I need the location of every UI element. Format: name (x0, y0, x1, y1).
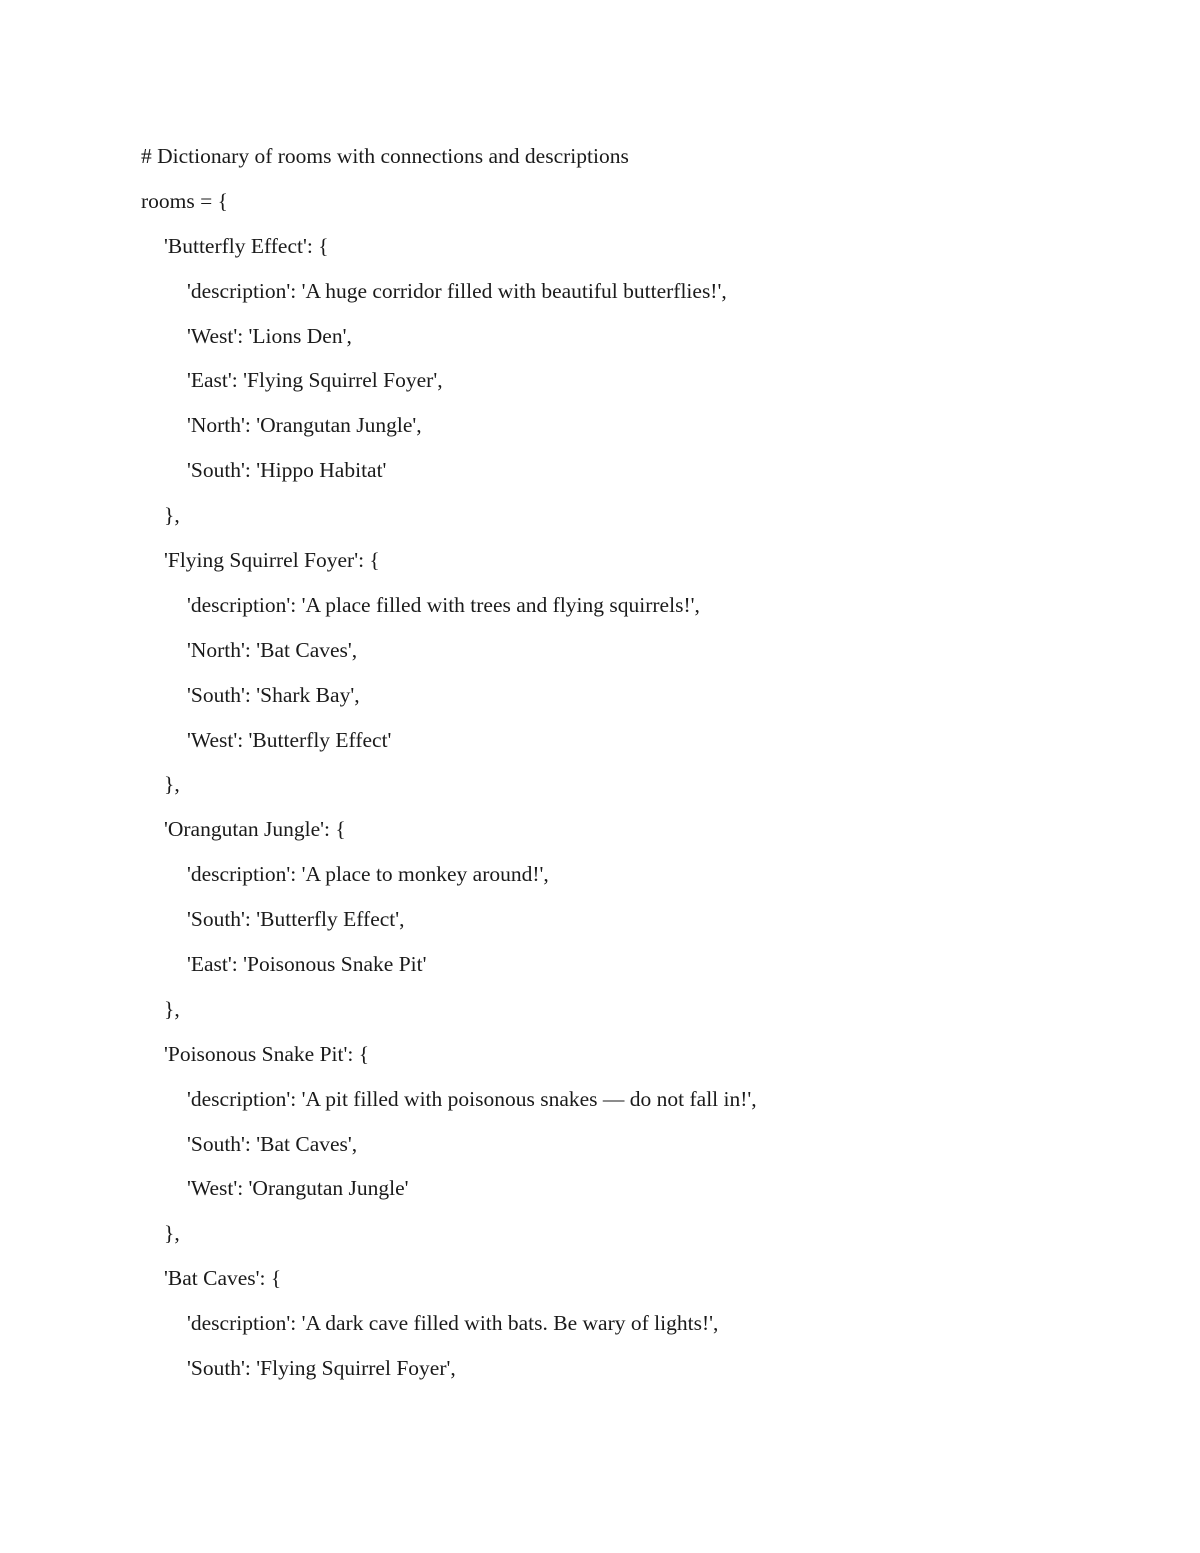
code-line: }, (164, 772, 180, 797)
code-line: # Dictionary of rooms with connections and descriptions (141, 144, 629, 168)
code-line: 'Flying Squirrel Foyer': { (164, 548, 380, 573)
code-line: 'South': 'Butterfly Effect', (187, 907, 405, 932)
code-line: 'description': 'A huge corridor filled with beautiful butterflies!', (187, 278, 727, 303)
code-line: 'North': 'Orangutan Jungle', (187, 413, 422, 438)
code-line: 'description': 'A place to monkey around!', (187, 862, 549, 887)
code-line: 'South': 'Bat Caves', (187, 1131, 358, 1156)
code-line: 'West': 'Lions Den', (187, 323, 352, 348)
code-line: 'South': 'Flying Squirrel Foyer', (187, 1356, 456, 1381)
code-line: 'North': 'Bat Caves', (187, 637, 358, 662)
code-line: 'description': 'A place filled with trees and flying squirrels!', (187, 592, 700, 617)
code-line: 'East': 'Flying Squirrel Foyer', (187, 368, 443, 393)
code-line: 'South': 'Hippo Habitat' (187, 458, 387, 483)
code-line: 'East': 'Poisonous Snake Pit' (187, 952, 427, 977)
code-line: 'South': 'Shark Bay', (187, 682, 360, 707)
code-line: }, (164, 996, 180, 1021)
code-line: 'Bat Caves': { (164, 1266, 282, 1291)
code-block (141, 139, 757, 1396)
code-line: 'Butterfly Effect': { (164, 233, 329, 258)
code-line: }, (164, 1221, 180, 1246)
code-line: 'Orangutan Jungle': { (164, 817, 346, 842)
code-line: 'Poisonous Snake Pit': { (164, 1041, 370, 1066)
code-line: 'West': 'Orangutan Jungle' (187, 1176, 409, 1201)
code-line: 'description': 'A dark cave filled with bats. Be wary of lights!', (187, 1311, 719, 1336)
code-line: 'West': 'Butterfly Effect' (187, 727, 392, 752)
code-line: }, (164, 503, 180, 528)
code-line: 'description': 'A pit filled with poisonous snakes — do not fall in!', (187, 1086, 757, 1111)
code-line: rooms = { (141, 188, 228, 213)
